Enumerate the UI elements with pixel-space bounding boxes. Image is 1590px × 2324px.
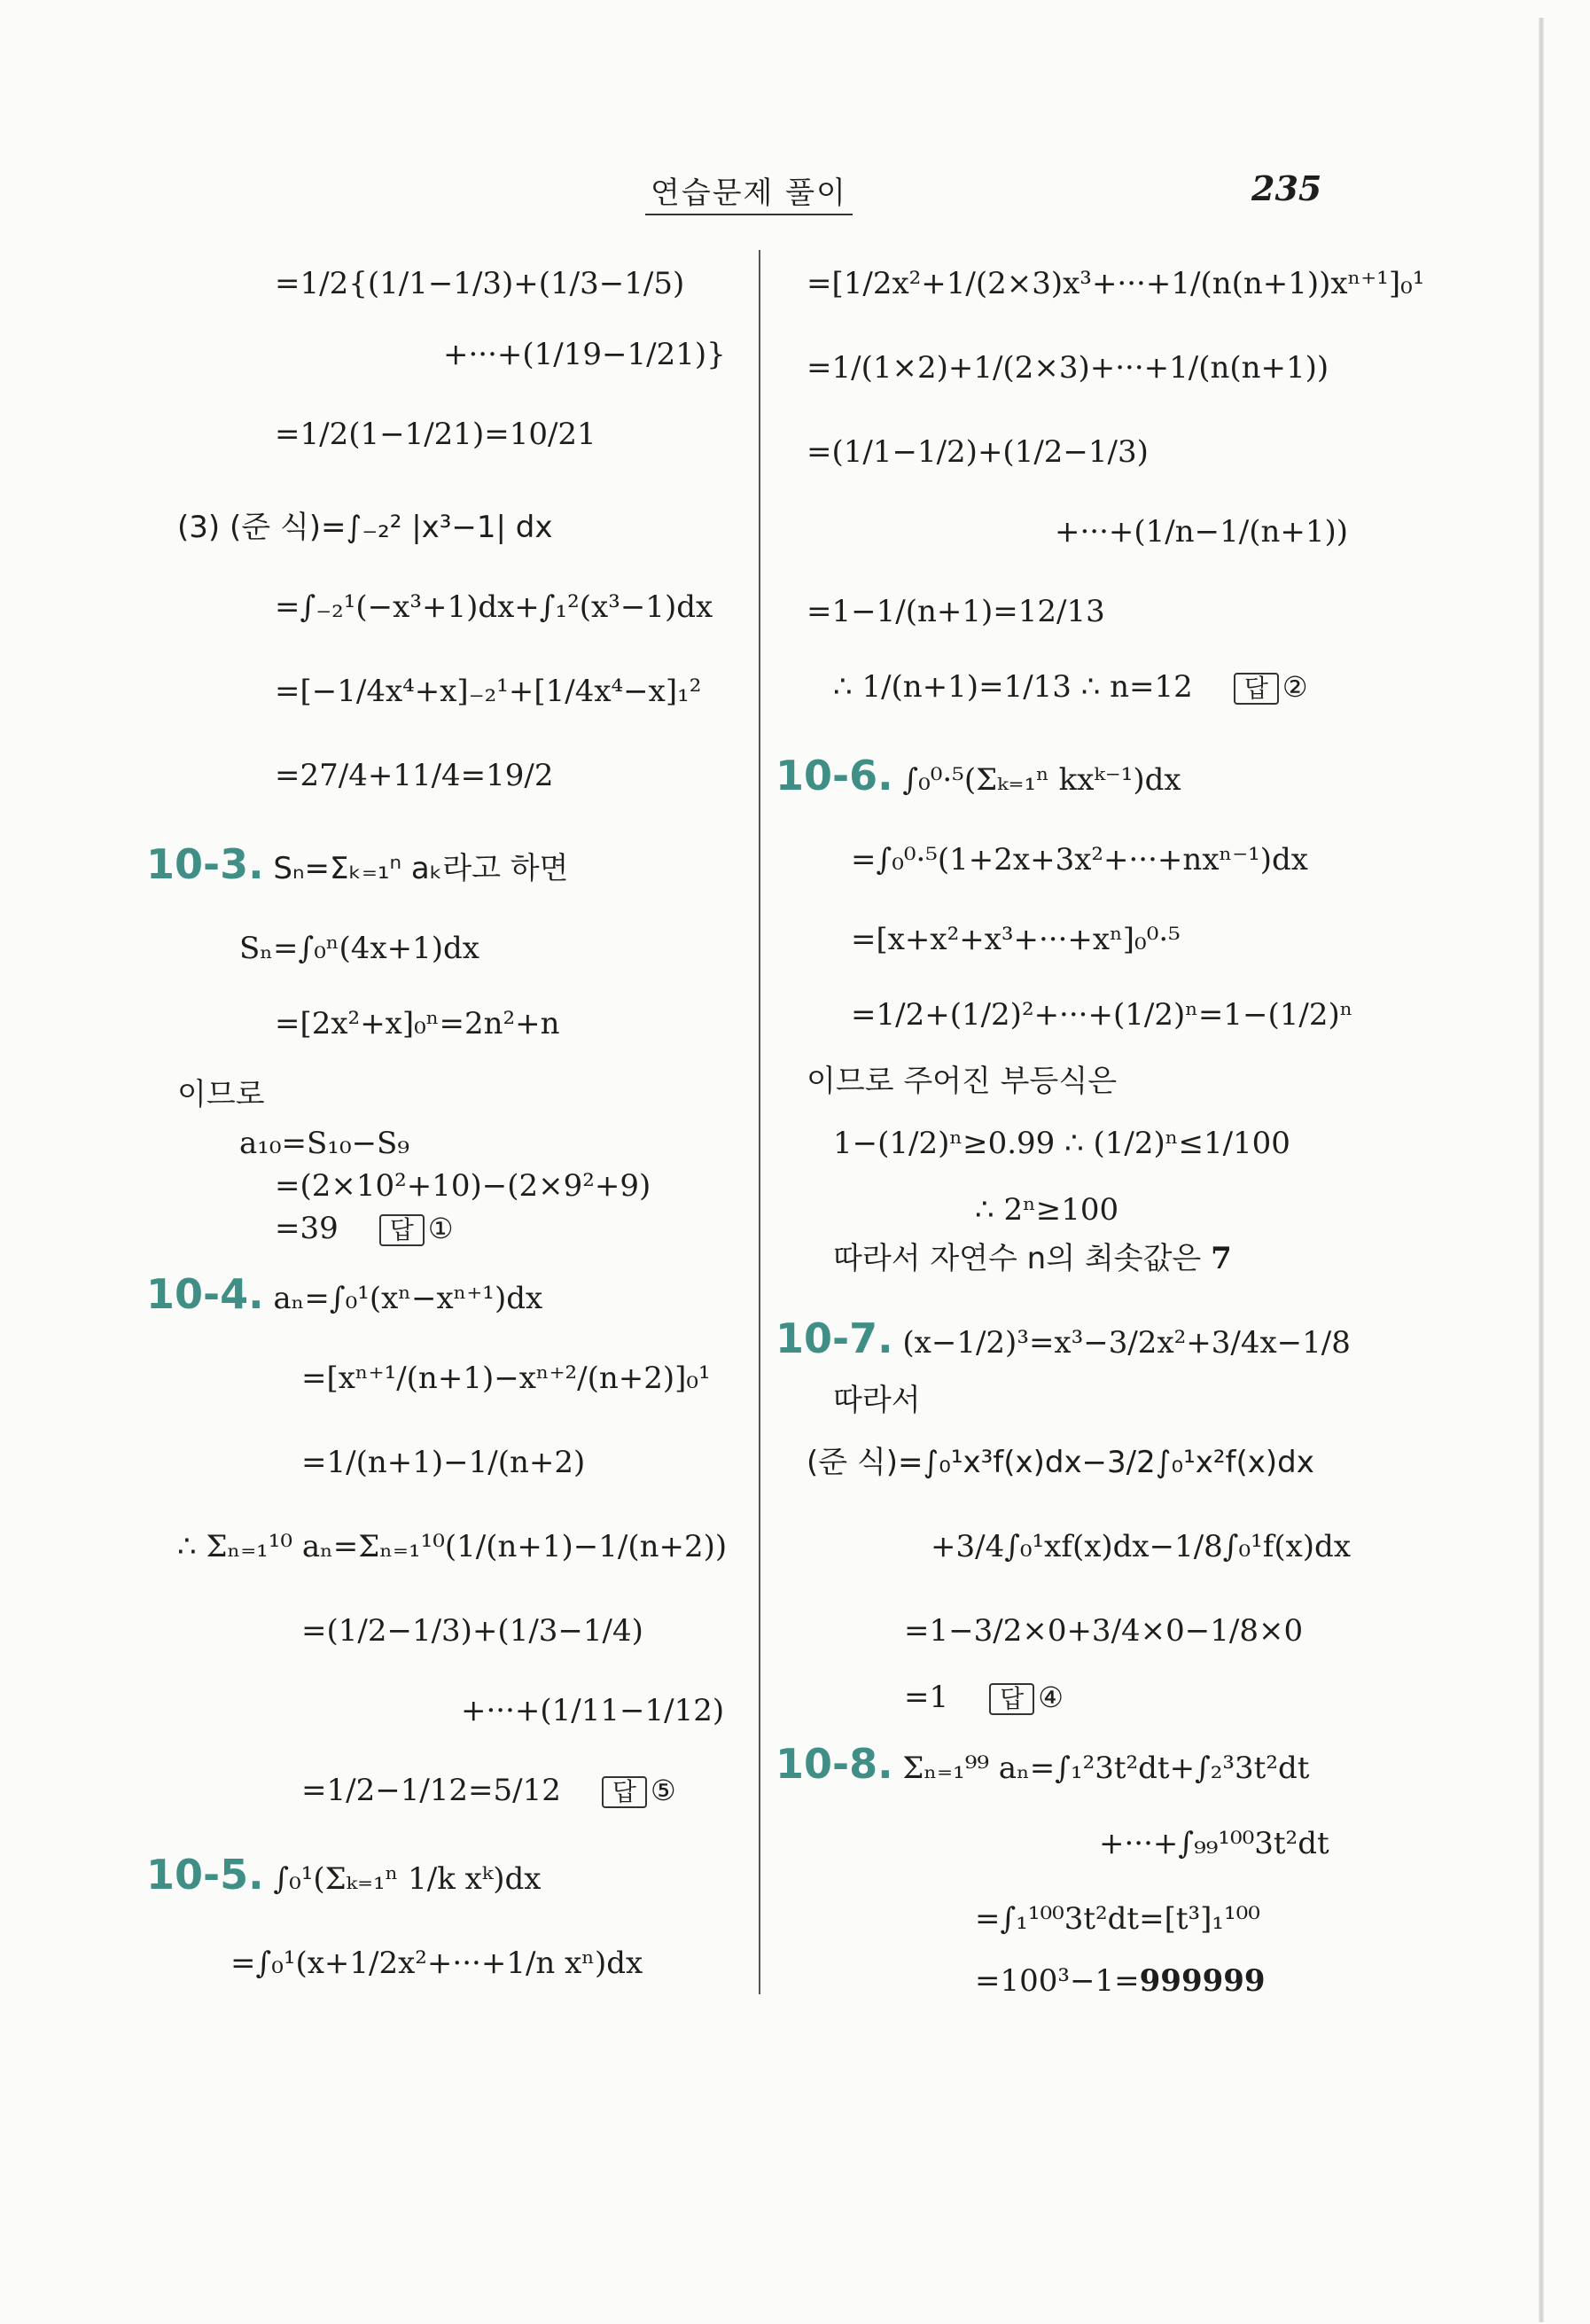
solution-line xyxy=(275,674,701,709)
solution-text: ∴ 2ⁿ≥100 xyxy=(975,1192,1119,1228)
problem-number: 10-6. xyxy=(776,752,893,799)
solution-text: =∫₀¹(x+1/2x²+···+1/n xⁿ)dx xyxy=(230,1946,643,1981)
problem-number: 10-4. xyxy=(146,1270,264,1318)
solution-line xyxy=(177,510,553,545)
solution-line xyxy=(1055,514,1348,550)
solution-line xyxy=(443,337,726,372)
answer-choice: ① xyxy=(427,1212,454,1245)
solution-text: Sₙ=Σₖ₌₁ⁿ aₖ라고 하면 xyxy=(263,851,569,886)
solution-line xyxy=(239,1126,409,1161)
solution-text: 이므로 xyxy=(177,1077,265,1112)
column-divider xyxy=(759,250,760,1994)
solution-line xyxy=(807,350,1329,386)
solution-line xyxy=(177,1529,727,1564)
solution-text: =27/4+11/4=19/2 xyxy=(275,758,554,793)
solution-text: =1/2+(1/2)²+···+(1/2)ⁿ=1−(1/2)ⁿ xyxy=(851,997,1353,1033)
solution-text: +···+(1/11−1/12) xyxy=(461,1693,725,1728)
problem-number: 10-3. xyxy=(146,840,264,888)
solution-line xyxy=(931,1529,1351,1564)
solution-line xyxy=(851,997,1353,1033)
solution-text: =∫₁¹⁰⁰3t²dt=[t³]₁¹⁰⁰ xyxy=(975,1901,1260,1937)
solution-line xyxy=(807,434,1149,470)
solution-line xyxy=(275,1168,651,1204)
solution-line xyxy=(275,1006,560,1041)
problem-number: 10-8. xyxy=(776,1740,893,1788)
solution-line xyxy=(904,1680,1064,1715)
answer-choice: ④ xyxy=(1038,1681,1064,1714)
solution-line xyxy=(833,669,1308,705)
solution-text: =∫₋₂¹(−x³+1)dx+∫₁²(x³−1)dx xyxy=(275,589,713,625)
solution-text: Sₙ=∫₀ⁿ(4x+1)dx xyxy=(239,931,479,966)
solution-text: (준 식)=∫₀¹x³f(x)dx−3/2∫₀¹x²f(x)dx xyxy=(807,1445,1314,1480)
solution-text: =∫₀⁰·⁵(1+2x+3x²+···+nxⁿ⁻¹)dx xyxy=(851,842,1308,877)
solution-line xyxy=(833,1126,1290,1161)
solution-text: =1−3/2×0+3/4×0−1/8×0 xyxy=(904,1613,1304,1649)
solution-line xyxy=(851,922,1181,957)
solution-text: ∫₀¹(Σₖ₌₁ⁿ 1/k xᵏ)dx xyxy=(263,1861,542,1897)
solution-text: ∴ Σₙ₌₁¹⁰ aₙ=Σₙ₌₁¹⁰(1/(n+1)−1/(n+2)) xyxy=(177,1529,728,1564)
solution-line xyxy=(146,840,569,888)
solution-text: =1 xyxy=(904,1680,949,1715)
solution-text: =1/(n+1)−1/(n+2) xyxy=(301,1445,586,1480)
solution-line xyxy=(851,842,1308,877)
solution-text: +3/4∫₀¹xf(x)dx−1/8∫₀¹f(x)dx xyxy=(931,1529,1351,1564)
solution-text: =(1/1−1/2)+(1/2−1/3) xyxy=(807,434,1149,470)
answer-box: 답 xyxy=(989,1683,1034,1715)
solution-line xyxy=(1099,1826,1329,1861)
solution-line xyxy=(177,1077,265,1112)
solution-line xyxy=(807,1445,1314,1480)
solution-text: +···+∫₉₉¹⁰⁰3t²dt xyxy=(1099,1826,1329,1861)
solution-text: Σₙ₌₁⁹⁹ aₙ=∫₁²3t²dt+∫₂³3t²dt xyxy=(892,1751,1310,1786)
solution-text: =1/2−1/12=5/12 xyxy=(301,1773,561,1808)
problem-number: 10-7. xyxy=(776,1314,893,1362)
solution-text: =(2×10²+10)−(2×9²+9) xyxy=(275,1168,651,1204)
solution-text: aₙ=∫₀¹(xⁿ−xⁿ⁺¹)dx xyxy=(263,1281,543,1316)
solution-line xyxy=(807,594,1105,629)
solution-line xyxy=(301,1613,643,1649)
final-value: 7 xyxy=(1211,1241,1232,1276)
solution-text: ∫₀⁰·⁵(Σₖ₌₁ⁿ kxᵏ⁻¹)dx xyxy=(892,762,1181,798)
solution-text: +···+(1/n−1/(n+1)) xyxy=(1055,514,1349,550)
solution-line xyxy=(275,417,596,452)
solution-text: 이므로 주어진 부등식은 xyxy=(807,1064,1118,1099)
answer-box: 답 xyxy=(1234,673,1279,705)
solution-line xyxy=(776,1740,1310,1788)
solution-line xyxy=(275,266,684,301)
solution-text: =1−1/(n+1)=12/13 xyxy=(807,594,1105,629)
solution-text: 따라서 자연수 n의 최솟값은 xyxy=(833,1241,1212,1276)
solution-line xyxy=(807,266,1424,301)
solution-text: ∴ 1/(n+1)=1/13 ∴ n=12 xyxy=(833,669,1193,705)
solution-line xyxy=(776,1314,1351,1362)
problem-number: 10-5. xyxy=(146,1851,264,1899)
solution-line xyxy=(146,1851,542,1899)
solution-text: =[2x²+x]₀ⁿ=2n²+n xyxy=(275,1006,560,1041)
solution-text: =100³−1= xyxy=(975,1963,1140,1999)
solution-text: =1/2{(1/1−1/3)+(1/3−1/5) xyxy=(275,266,685,301)
solution-line xyxy=(833,1383,921,1418)
solution-line xyxy=(904,1613,1303,1649)
solution-line xyxy=(301,1445,585,1480)
solution-line xyxy=(975,1192,1118,1228)
solution-text: =1/2(1−1/21)=10/21 xyxy=(275,417,596,452)
page-edge xyxy=(1539,18,1544,2322)
solution-line xyxy=(807,1064,1117,1099)
solution-line xyxy=(833,1241,1232,1276)
solution-line xyxy=(230,1946,643,1981)
solution-line xyxy=(275,589,713,625)
solution-text: =39 xyxy=(275,1211,339,1246)
answer-box: 답 xyxy=(602,1776,647,1808)
page-number: 235 xyxy=(1251,168,1322,208)
solution-line xyxy=(275,758,554,793)
answer-box: 답 xyxy=(379,1214,425,1246)
solution-text: 1−(1/2)ⁿ≥0.99 ∴ (1/2)ⁿ≤1/100 xyxy=(833,1126,1290,1161)
solution-text: a₁₀=S₁₀−S₉ xyxy=(239,1126,409,1161)
running-head: 연습문제 풀이 xyxy=(645,168,853,215)
solution-text: (3) (준 식)=∫₋₂² |x³−1| dx xyxy=(177,510,553,545)
solution-line xyxy=(301,1773,676,1808)
solution-text: =[x+x²+x³+···+xⁿ]₀⁰·⁵ xyxy=(851,922,1181,957)
solution-text: =[1/2x²+1/(2×3)x³+···+1/(n(n+1))xⁿ⁺¹]₀¹ xyxy=(807,266,1425,301)
solution-line xyxy=(776,752,1181,799)
solution-line xyxy=(975,1901,1260,1937)
answer-choice: ⑤ xyxy=(650,1774,676,1807)
solution-text: =[−1/4x⁴+x]₋₂¹+[1/4x⁴−x]₁² xyxy=(275,674,702,709)
solution-text: 따라서 xyxy=(833,1383,921,1418)
solution-text: =1/(1×2)+1/(2×3)+···+1/(n(n+1)) xyxy=(807,350,1329,386)
solution-text: =(1/2−1/3)+(1/3−1/4) xyxy=(301,1613,643,1649)
solution-line xyxy=(301,1361,711,1396)
solution-line xyxy=(239,931,479,966)
solution-line xyxy=(146,1270,543,1318)
answer-choice: ② xyxy=(1282,670,1308,704)
solution-line xyxy=(461,1693,724,1728)
solution-line xyxy=(975,1963,1266,1999)
solution-text: +···+(1/19−1/21)} xyxy=(443,337,726,372)
solution-text: =[xⁿ⁺¹/(n+1)−xⁿ⁺²/(n+2)]₀¹ xyxy=(301,1361,711,1396)
final-value: 999999 xyxy=(1139,1963,1266,1999)
solution-text: (x−1/2)³=x³−3/2x²+3/4x−1/8 xyxy=(892,1325,1351,1361)
solution-line xyxy=(275,1211,454,1246)
